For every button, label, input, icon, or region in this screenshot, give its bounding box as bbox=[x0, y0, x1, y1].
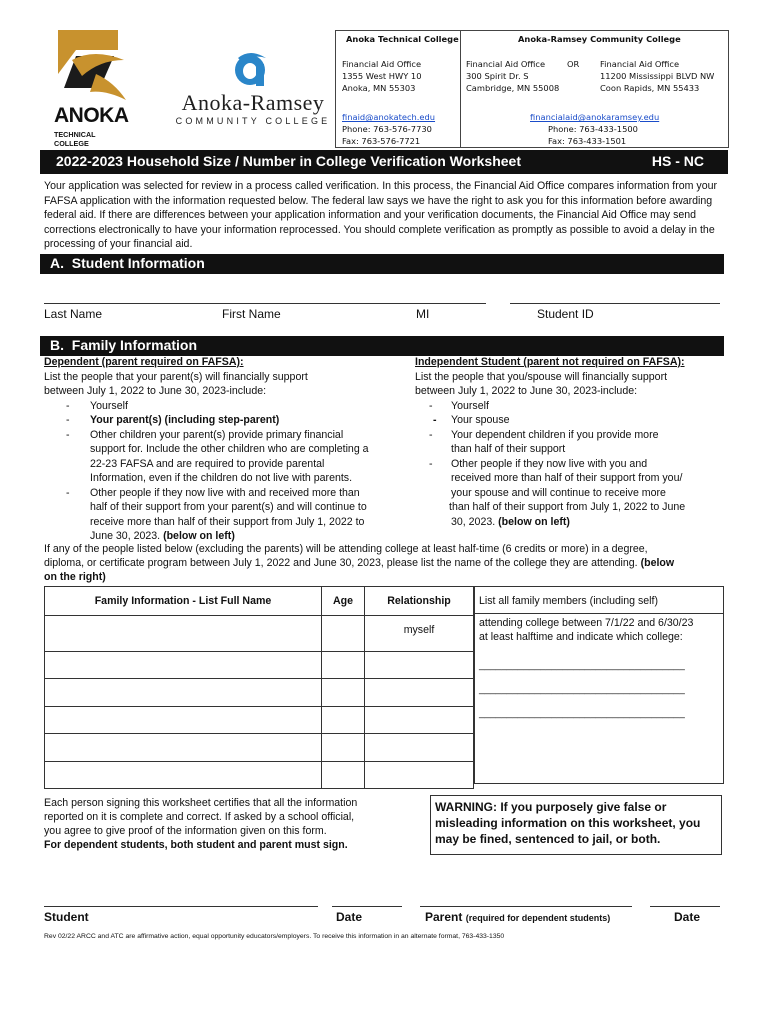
cert-line-2: reported on it is complete and correct. If asked by a school official, bbox=[44, 811, 355, 823]
student-id-label: Student ID bbox=[537, 307, 594, 321]
warning-box: WARNING: If you purposely give false or misleading information on this worksheet, you may be fined, sentenced to jail, or both. bbox=[430, 795, 722, 855]
section-a-title: A. Student Information bbox=[50, 255, 205, 271]
arcc-c-address-3: Coon Rapids, MN 55433 bbox=[600, 83, 700, 93]
form-code: HS - NC bbox=[651, 153, 704, 169]
college-blank-line-1[interactable]: _____________________________________ bbox=[479, 660, 685, 671]
atc-address-1: Financial Aid Office bbox=[342, 59, 422, 69]
college-attendance-box bbox=[474, 586, 724, 784]
independent-item-4c: your spouse and will continue to receive more bbox=[451, 486, 666, 499]
cert-line-3: you agree to give proof of the information given on this form. bbox=[44, 825, 327, 837]
parent-date-line[interactable] bbox=[650, 906, 720, 907]
student-signature-label: Student bbox=[44, 910, 89, 924]
first-name-label: First Name bbox=[222, 307, 281, 321]
relationship-cell[interactable] bbox=[365, 679, 474, 707]
contact-divider bbox=[460, 31, 461, 147]
atc-address-3: Anoka, MN 55303 bbox=[342, 83, 416, 93]
independent-item-4a: Other people if they now live with you and bbox=[451, 457, 648, 470]
form-title: 2022-2023 Household Size / Number in College Verification Worksheet bbox=[56, 153, 521, 169]
anoka-ramsey-logo bbox=[168, 48, 338, 136]
anoka-technical-college-logo bbox=[54, 30, 130, 148]
arcc-title: Anoka-Ramsey Community College bbox=[518, 34, 681, 44]
dependent-item-3b: support for. Include the other children who are completing a bbox=[90, 443, 369, 455]
college-box-divider bbox=[475, 613, 723, 614]
student-date-label: Date bbox=[336, 910, 363, 924]
college-para-line-1: If any of the people listed below (excluding the parents) will be attending college at least half-time (6 credits or more) in a degree, bbox=[44, 543, 648, 555]
table-row bbox=[45, 651, 474, 679]
name-cell[interactable] bbox=[45, 761, 322, 789]
college-box-line-1: List all family members (including self) bbox=[479, 595, 658, 607]
age-cell[interactable] bbox=[322, 616, 365, 652]
arcc-c-address-1: Financial Aid Office bbox=[600, 59, 680, 69]
header-age: Age bbox=[322, 587, 365, 616]
section-a-header bbox=[40, 254, 724, 274]
name-signature-line[interactable] bbox=[44, 303, 486, 304]
dependent-column: Dependent (parent required on FAFSA): List the people that your parent(s) will financially support between July 1, 2022 to June 30, 2023-include: - Yourself - Your parent(s) (including step-parent) - Other children your parent(s) provide primary financial support for. Include the other children who are completing a 22-23 FAFSA and are required to provide parental Information, even if the children do not live with parents. - Other people if they now live with and received more than half of their support from your parent(s) and will continue to receive more than half of their support from July 1, 2022 to June 30, 2023. (below on left) bbox=[44, 355, 414, 544]
age-cell[interactable] bbox=[322, 761, 365, 789]
independent-intro-2: between July 1, 2022 to June 30, 2023-include: bbox=[415, 385, 638, 397]
atc-phone: Phone: 763-576-7730 bbox=[342, 124, 432, 134]
section-b-header bbox=[40, 336, 724, 356]
header-full-name: Family Information - List Full Name bbox=[45, 587, 322, 616]
anoka-ramsey-logo-subtext: COMMUNITY COLLEGE bbox=[175, 116, 331, 126]
age-cell[interactable] bbox=[322, 679, 365, 707]
dependent-item-2: Your parent(s) (including step-parent) bbox=[90, 414, 280, 426]
anoka-ramsey-emblem-icon bbox=[232, 50, 272, 88]
name-cell[interactable] bbox=[45, 651, 322, 679]
dependent-item-4d: June 30, 2023. bbox=[90, 530, 161, 542]
arcc-email-link[interactable]: financialaid@anokaramsey.edu bbox=[530, 112, 660, 122]
below-on-right-note-b: on the right) bbox=[44, 571, 106, 583]
arcc-s-address-2: 300 Spirit Dr. S bbox=[466, 71, 529, 81]
last-name-label: Last Name bbox=[44, 307, 103, 321]
college-box-line-2: attending college between 7/1/22 and 6/30/23 bbox=[479, 617, 694, 629]
intro-paragraph: Your application was selected for review in a process called verification. In this process, the Financial Aid Office compares information from your FAFSA application with the information requested below. The federal law says we have the right to ask you for this information before awarding federal aid. If there are differences between your application information and your verification documents, the Financial Aid Office may send corrections electronically to have your information reprocessed. You should complete verification as promptly as possible to avoid a delay in the processing of your financial aid. bbox=[44, 180, 718, 251]
name-cell[interactable] bbox=[45, 679, 322, 707]
dependent-item-3d: Information, even if the children do not live with parents. bbox=[90, 472, 353, 484]
dependent-item-3a: Other children your parent(s) provide primary financial bbox=[90, 428, 344, 441]
section-b-title: B. Family Information bbox=[50, 337, 198, 353]
below-on-left-note-2: (below on left) bbox=[498, 515, 570, 528]
independent-item-3b: than half of their support bbox=[451, 443, 566, 455]
header-relationship: Relationship bbox=[365, 587, 474, 616]
table-row bbox=[45, 734, 474, 762]
anoka-ramsey-logo-text: Anoka-Ramsey bbox=[181, 90, 325, 115]
dependent-intro-1: List the people that your parent(s) will financially support bbox=[44, 370, 308, 383]
family-table-header bbox=[45, 587, 474, 616]
relationship-cell[interactable] bbox=[365, 761, 474, 789]
dependent-intro-2: between July 1, 2022 to June 30, 2023-include: bbox=[44, 385, 267, 397]
independent-column: Independent Student (parent not required on FAFSA): List the people that you/spouse will financially support between July 1, 2022 to June 30, 2023-include: - Yourself - Your spouse - Your dependent children if you provide more than half of their support - Other people if they now live with you and received more than half of their support from you/ your spouse and will continue to receive more than half of their support from July 1, 2022 to June 30, 2023. (below on left) bbox=[415, 355, 725, 529]
table-row bbox=[45, 706, 474, 734]
table-row bbox=[45, 679, 474, 707]
dependent-heading: Dependent (parent required on FAFSA): bbox=[44, 356, 244, 368]
college-para-line-2: diploma, or certificate program between July 1, 2022 and June 30, 2023, please list the name of the college they are attending. bbox=[44, 557, 638, 569]
table-row bbox=[45, 616, 474, 652]
anoka-logo-text: ANOKA bbox=[54, 104, 129, 127]
dependent-item-4a: Other people if they now live with and received more than bbox=[90, 486, 360, 499]
below-on-left-note: (below on left) bbox=[163, 530, 235, 542]
table-row bbox=[45, 761, 474, 789]
atc-fax: Fax: 763-576-7721 bbox=[342, 136, 421, 146]
college-box-line-3: at least halftime and indicate which college: bbox=[479, 631, 683, 643]
atc-address-2: 1355 West HWY 10 bbox=[342, 71, 422, 81]
mi-label: MI bbox=[416, 307, 430, 321]
age-cell[interactable] bbox=[322, 706, 365, 734]
parent-signature-line[interactable] bbox=[420, 906, 632, 907]
relationship-cell[interactable] bbox=[365, 651, 474, 679]
relationship-cell[interactable] bbox=[365, 706, 474, 734]
independent-item-3a: Your dependent children if you provide more bbox=[451, 428, 659, 441]
arcc-phone: Phone: 763-433-1500 bbox=[548, 124, 638, 134]
name-cell[interactable] bbox=[45, 706, 322, 734]
arcc-c-address-2: 11200 Mississippi BLVD NW bbox=[600, 71, 715, 81]
cert-line-1: Each person signing this worksheet certifies that all the information bbox=[44, 797, 358, 809]
below-on-right-note-a: (below bbox=[640, 557, 675, 569]
dependent-item-3c: 22-23 FAFSA and are required to provide parental bbox=[90, 457, 325, 470]
independent-item-4e: 30, 2023. bbox=[451, 515, 496, 528]
college-blank-line-3[interactable]: _____________________________________ bbox=[479, 708, 685, 719]
form-title-bar bbox=[40, 150, 728, 174]
dependent-item-1: Yourself bbox=[90, 399, 128, 412]
anoka-logo-subtext: TECHNICAL COLLEGE bbox=[54, 130, 96, 148]
relationship-cell[interactable] bbox=[365, 734, 474, 762]
college-blank-line-2[interactable]: _____________________________________ bbox=[479, 684, 685, 695]
or-label: OR bbox=[567, 59, 580, 69]
parent-signature-label: Parent bbox=[425, 910, 463, 924]
footer-note: Rev 02/22 ARCC and ATC are affirmative action, equal opportunity educators/employers. To receive this information in an alternate format, 763-433-1350 bbox=[44, 933, 505, 940]
parent-date-label: Date bbox=[674, 910, 701, 924]
name-cell[interactable] bbox=[45, 734, 322, 762]
independent-item-1: Yourself bbox=[451, 399, 489, 412]
contact-box bbox=[335, 30, 729, 148]
age-cell[interactable] bbox=[322, 651, 365, 679]
arcc-fax: Fax: 763-433-1501 bbox=[548, 136, 627, 146]
student-signature-line[interactable] bbox=[44, 906, 318, 907]
arcc-s-address-3: Cambridge, MN 55008 bbox=[466, 83, 560, 93]
age-cell[interactable] bbox=[322, 734, 365, 762]
family-table bbox=[44, 586, 474, 789]
cert-bold-line: For dependent students, both student and parent must sign bbox=[44, 839, 345, 851]
independent-heading: Independent Student (parent not required on FAFSA): bbox=[415, 356, 685, 368]
independent-intro-1: List the people that you/spouse will financially support bbox=[415, 370, 668, 383]
atc-email-link[interactable]: finaid@anokatech.edu bbox=[342, 112, 436, 122]
independent-item-4b: received more than half of their support from you/ bbox=[451, 472, 683, 484]
parent-note: (required for dependent students) bbox=[465, 913, 611, 923]
dependent-item-4c: receive more than half of their support from July 1, 2022 to bbox=[90, 515, 365, 528]
independent-item-4d: than half of their support from July 1, 2022 to June bbox=[449, 501, 686, 513]
independent-item-2: Your spouse bbox=[451, 414, 510, 426]
arcc-s-address-1: Financial Aid Office bbox=[466, 59, 546, 69]
relationship-cell[interactable]: myself bbox=[365, 616, 474, 652]
student-date-line[interactable] bbox=[332, 906, 402, 907]
dependent-item-4b: half of their support from your parent(s) and will continue to bbox=[90, 501, 367, 513]
student-id-line[interactable] bbox=[510, 303, 720, 304]
atc-title: Anoka Technical College bbox=[346, 34, 459, 44]
name-cell[interactable] bbox=[45, 616, 322, 652]
